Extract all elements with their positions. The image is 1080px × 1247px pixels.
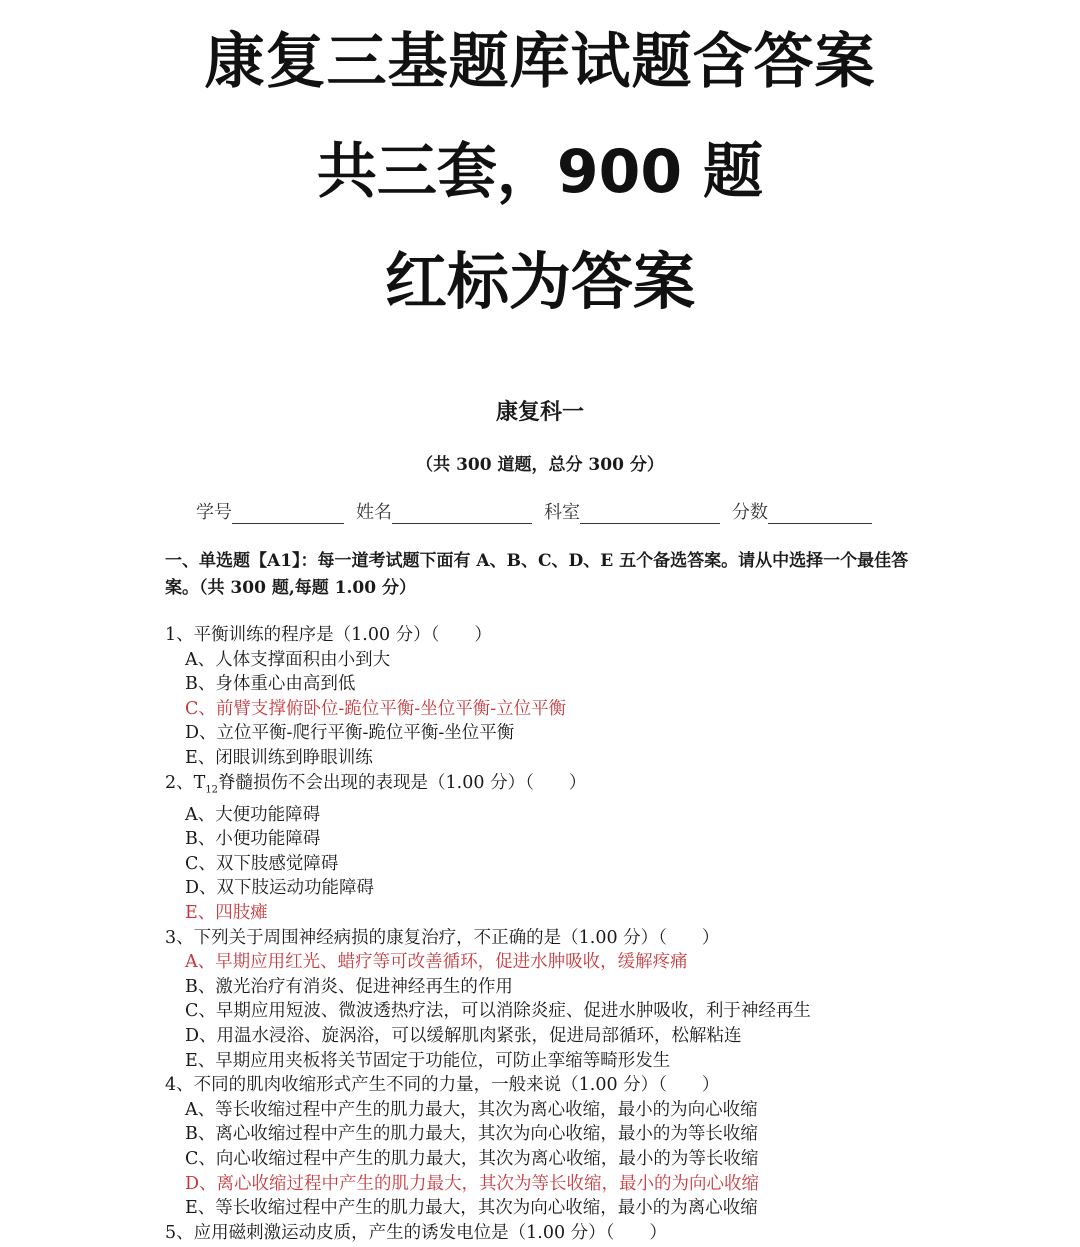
option: C、双下肢感觉障碍 (185, 853, 339, 874)
name-label: 姓名 (356, 502, 392, 523)
answer-option: C、前臂支撑俯卧位-跪位平衡-坐位平衡-立位平衡 (185, 698, 567, 719)
option: C、早期应用短波、微波透热疗法，可以消除炎症、促进水肿吸收，利于神经再生 (185, 1001, 811, 1022)
banner-count: 共三套，900 题 (316, 137, 764, 207)
option: B、身体重心由高到低 (185, 674, 356, 695)
option: A、大便功能障碍 (185, 804, 321, 825)
question-stem-text: 脊髓损伤不会出现的表现是（1.00 分）（ ） (218, 772, 587, 793)
option: B、离心收缩过程中产生的肌力最大，其次为向心收缩，最小的为等长收缩 (185, 1124, 758, 1145)
option: B、激光治疗有消炎、促进神经再生的作用 (185, 976, 513, 997)
option: D、用温水浸浴、旋涡浴，可以缓解肌肉紧张，促进局部循环，松解粘连 (185, 1026, 742, 1046)
banner-title: 康复三基题库试题含答案 (204, 27, 876, 97)
option: E、早期应用夹板将关节固定于功能位，可防止挛缩等畸形发生 (185, 1050, 671, 1071)
dept-field (544, 498, 720, 524)
answer-option: A、早期应用红光、蜡疗等可改善循环，促进水肿吸收，缓解疼痛 (185, 952, 688, 973)
question-stem: 4、不同的肌肉收缩形式产生不同的力量，一般来说（1.00 分）（ ） (165, 1075, 720, 1096)
name-field (356, 498, 532, 524)
banner-note: 红标为答案 (384, 245, 695, 318)
score-label: 分数 (732, 502, 768, 523)
score-blank (768, 503, 872, 524)
question-stem-prefix: 2、T (165, 772, 206, 793)
section-instruction: 一、单选题【A1】：每一道考试题下面有 A、B、C、D、E 五个备选答案。请从中选择一个最佳答案。（共 300 题,每题 1.00 分） (165, 551, 909, 598)
score-field (732, 498, 872, 524)
option: B、小便功能障碍 (185, 829, 321, 850)
question-list (165, 623, 925, 1245)
question-stem: 5、应用磁刺激运动皮质，产生的诱发电位是（1.00 分）（ ） (165, 1222, 667, 1243)
option: D、双下肢运动功能障碍 (185, 878, 375, 899)
option: E、等长收缩过程中产生的肌力最大，其次为向心收缩，最小的为离心收缩 (185, 1198, 758, 1219)
student-id-blank (232, 503, 344, 524)
question-stem: 3、下列关于周围神经病损的康复治疗，不正确的是（1.00 分）（ ） (165, 927, 720, 948)
student-info-fields (196, 498, 872, 524)
dept-blank (580, 503, 720, 524)
question-stem (165, 771, 925, 803)
sheet-title: 康复科一 (495, 400, 584, 425)
name-blank (392, 503, 532, 524)
dept-label: 科室 (544, 502, 580, 523)
question-stem: 1、平衡训练的程序是（1.00 分）（ ） (165, 625, 492, 645)
student-id-label: 学号 (196, 502, 232, 523)
sheet-subtitle: （共 300 道题，总分 300 分） (416, 455, 664, 475)
question-stem-subscript: 12 (205, 784, 219, 796)
option: A、人体支撑面积由小到大 (185, 649, 391, 670)
option: D、立位平衡-爬行平衡-跪位平衡-坐位平衡 (185, 723, 515, 744)
option: E、闭眼训练到睁眼训练 (185, 747, 373, 768)
option: A、等长收缩过程中产生的肌力最大，其次为离心收缩，最小的为向心收缩 (185, 1099, 758, 1120)
student-id-field (196, 498, 344, 524)
option: C、向心收缩过程中产生的肌力最大，其次为离心收缩，最小的为等长收缩 (185, 1148, 759, 1169)
answer-option: D、离心收缩过程中产生的肌力最大，其次为等长收缩，最小的为向心收缩 (185, 1173, 760, 1194)
answer-option: E、四肢瘫 (185, 903, 268, 924)
